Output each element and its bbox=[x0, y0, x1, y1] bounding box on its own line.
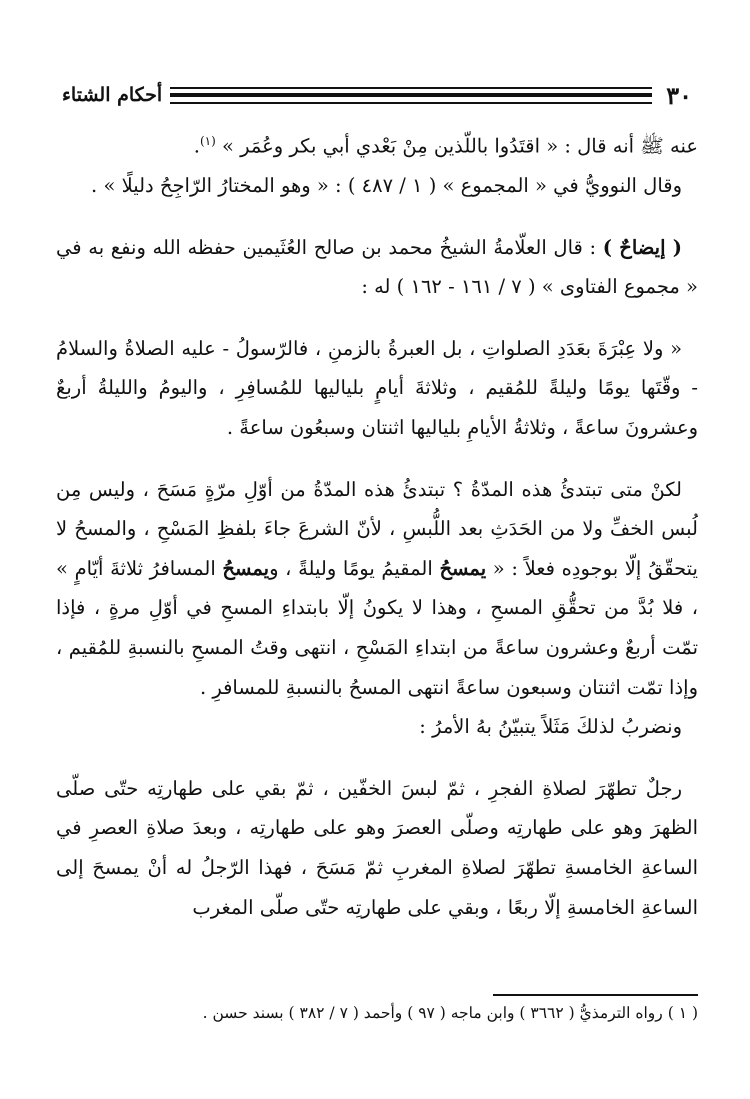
body-text bbox=[56, 122, 698, 927]
paragraph-start-of-period bbox=[56, 470, 698, 708]
hadith-end: . bbox=[193, 134, 200, 158]
paragraph-nawawi: وقال النوويُّ في « المجموع » ( ١ / ٤٨٧ ) : « وهو المختارُ الرّاجِحُ دليلًا » . bbox=[91, 174, 682, 198]
paragraph-example-intro: ونضربُ لذلكَ مَثَلاً يتبيّنُ بهُ الأمرُ : bbox=[419, 715, 682, 739]
text-segment: لكنْ متى تبتدئُ هذه المدّةُ ؟ تبتدئُ هذه المدّةُ من أوّلِ مرّةٍ مَسَحَ ، وليس مِن لُبس الخفِّ ولا من الحَدَثِ بعد اللُّبسِ ، لأنّ الشرعَ جاءَ بلفظِ المَسْحِ ، والمسحُ لا يتحقّقُ إلّا بوجودِه فعلاً : « bbox=[56, 477, 698, 580]
page-header bbox=[62, 78, 692, 112]
paragraph-hadith bbox=[56, 122, 698, 166]
hadith-text: عنه ﷺ أنه قال : « اقتَدُوا باللّذين مِنْ بَعْدي أبي بكر وعُمَر » bbox=[222, 134, 698, 158]
text-segment: المسافرُ ثلاثةَ أيّامٍ » ، فلا بُدَّ من تحقُّقِ المسحِ ، وهذا لا يكونُ إلّا بابتداءِ المسحِ في أوّلِ مرةٍ ، فإذا تمّت أربعٌ وعشرون ساعةً من ابتداءِ المَسْحِ ، انتهى وقتُ المسحِ بالنسبةِ للمُقيم ، وإذا تمّت اثنتان وسبعون ساعةً انتهى المسحُ بالنسبةِ للمسافرِ . bbox=[56, 556, 698, 699]
footnote-ref: (١) bbox=[199, 134, 216, 148]
emphasis-yamsah-1: يمسحُ bbox=[439, 556, 487, 580]
page-number: ٣٠ bbox=[666, 80, 692, 110]
paragraph-example: رجلٌ تطهّرَ لصلاةِ الفجرِ ، ثمّ لبسَ الخفّين ، ثمّ بقي على طهارتِه حتّى صلّى الظهرَ وهو على طهارتِه وصلّى العصرَ وهو على طهارتِه ، وبعدَ صلاةِ العصرِ في الساعةِ الخامسةِ تطهّرَ لصلاةِ المغربِ ثمّ مَسَحَ ، فهذا الرّجلُ له أنْ يمسحَ إلى الساعةِ الخامسةِ إلّا ربعًا ، وبقي على طهارتِه حتّى صلّى المغرب bbox=[56, 776, 698, 919]
footnote-separator bbox=[493, 994, 698, 996]
paragraph-quote: « ولا عِبْرَةَ بعَدَدِ الصلواتِ ، بل العبرةُ بالزمنِ ، فالرّسولُ - عليه الصلاةُ والسلامُ - وقّتَها يومًا وليلةً للمُقيم ، وثلاثةَ أيامٍ بلياليها للمُسافِرِ ، واليومُ والليلةُ أربعٌ وعشرونَ ساعةً ، وثلاثةُ الأيامِ بلياليها اثنتان وسبعُون ساعةً . bbox=[56, 336, 698, 440]
clarification-text: : قال العلّامةُ الشيخُ محمد بن صالح العُثَيمين حفظه الله ونفع به في « مجموع الفتاوى » ( ٧ / ١٦١ - ١٦٢ ) له : bbox=[56, 235, 698, 299]
header-rule bbox=[170, 87, 652, 104]
paragraph-clarification bbox=[56, 228, 698, 307]
clarification-label: ( إيضاحٌ ) bbox=[602, 235, 682, 259]
emphasis-yamsah-2: يمسحُ bbox=[222, 556, 270, 580]
text-segment: المقيمُ يومًا وليلةً ، و bbox=[269, 556, 440, 580]
footnote: ( ١ ) رواه الترمذيُّ ( ٣٦٦٢ ) وابن ماجه ( ٩٧ ) وأحمد ( ٧ / ٣٨٢ ) بسند حسن . bbox=[202, 1004, 698, 1022]
running-title: أحكام الشتاء bbox=[62, 84, 163, 106]
